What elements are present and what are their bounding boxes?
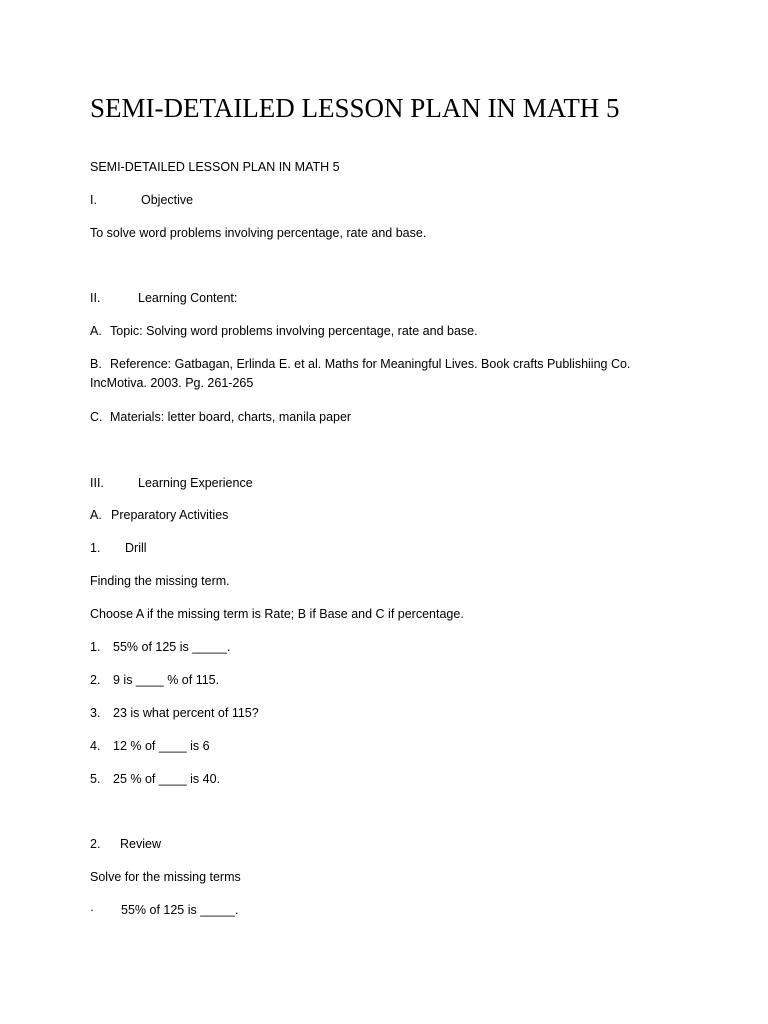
item-text: Preparatory Activities — [111, 508, 229, 522]
preparatory-activities-heading — [90, 506, 228, 525]
drill-item — [90, 770, 220, 789]
item-number: 4. — [90, 739, 101, 753]
item-text: Drill — [125, 541, 147, 555]
item-text: Topic: Solving word problems involving percentage, rate and base. — [110, 324, 478, 338]
bullet-icon: · — [90, 903, 95, 917]
section-objective-heading — [90, 191, 193, 210]
document-subtitle: SEMI-DETAILED LESSON PLAN IN MATH 5 — [90, 160, 340, 174]
section-number: II. — [90, 291, 101, 305]
item-text: Review — [120, 837, 161, 851]
drill-item — [90, 737, 210, 756]
drill-heading — [90, 539, 147, 558]
document-title: SEMI-DETAILED LESSON PLAN IN MATH 5 — [90, 93, 620, 123]
section-content-heading — [90, 289, 237, 308]
item-text: 55% of 125 is _____. — [121, 903, 239, 917]
section-title: Learning Content: — [138, 291, 238, 305]
item-letter: B. — [90, 357, 102, 371]
item-letter: C. — [90, 410, 103, 424]
review-item — [90, 901, 238, 920]
content-item-materials — [90, 408, 351, 427]
item-text: Materials: letter board, charts, manila paper — [110, 410, 352, 424]
section-title: Objective — [141, 193, 194, 207]
item-number: 1. — [90, 541, 101, 555]
item-text: 9 is ____ % of 115. — [113, 673, 220, 687]
item-number: 1. — [90, 640, 101, 654]
drill-item — [90, 671, 219, 690]
item-text: 25 % of ____ is 40. — [113, 772, 221, 786]
content-item-reference — [90, 355, 670, 393]
item-text: 12 % of ____ is 6 — [113, 739, 210, 753]
section-number: I. — [90, 193, 97, 207]
review-heading — [90, 835, 161, 854]
item-text: Reference: Gatbagan, Erlinda E. et al. Maths for Meaningful Lives. Book crafts Publishiing Co. IncMotiva. 2003. Pg. 261-265 — [90, 357, 631, 390]
item-number: 3. — [90, 706, 101, 720]
drill-intro: Finding the missing term. — [90, 574, 230, 588]
drill-item — [90, 638, 230, 657]
section-title: Learning Experience — [138, 476, 253, 490]
item-text: 23 is what percent of 115? — [113, 706, 259, 720]
section-number: III. — [90, 476, 104, 490]
item-text: 55% of 125 is _____. — [113, 640, 231, 654]
item-letter: A. — [90, 508, 102, 522]
item-number: 5. — [90, 772, 101, 786]
item-number: 2. — [90, 673, 101, 687]
review-intro: Solve for the missing terms — [90, 870, 241, 884]
drill-instruction: Choose A if the missing term is Rate; B if Base and C if percentage. — [90, 607, 464, 621]
content-item-topic — [90, 322, 478, 341]
objective-text: To solve word problems involving percentage, rate and base. — [90, 226, 427, 240]
item-number: 2. — [90, 837, 101, 851]
item-letter: A. — [90, 324, 102, 338]
drill-item — [90, 704, 259, 723]
section-experience-heading — [90, 474, 253, 493]
